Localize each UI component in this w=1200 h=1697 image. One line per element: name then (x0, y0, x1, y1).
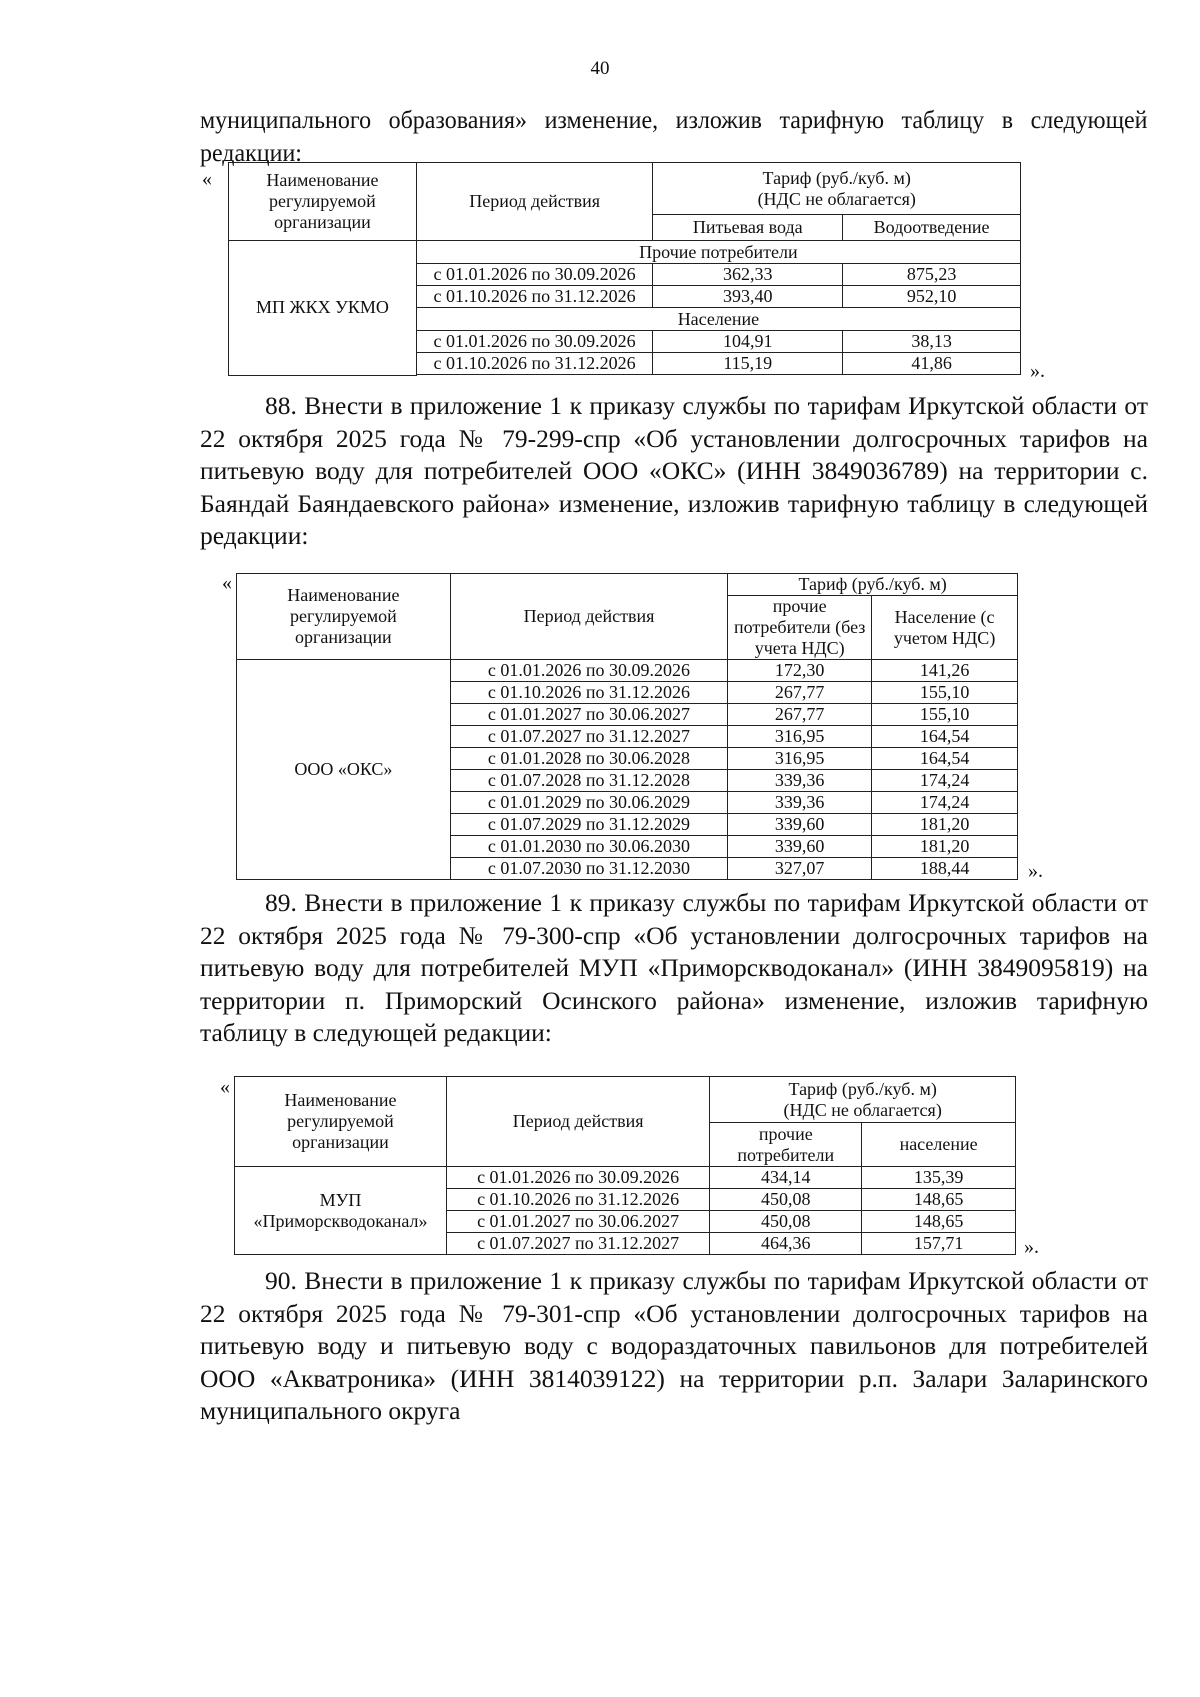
value-cell: 181,20 (872, 836, 1018, 858)
value-cell: 135,39 (862, 1167, 1016, 1189)
header-col1: Питьевая вода (653, 215, 843, 241)
period-cell: с 01.10.2026 по 31.12.2026 (416, 286, 653, 308)
value-cell: 181,20 (872, 814, 1018, 836)
period-cell: с 01.01.2029 по 30.06.2029 (450, 792, 727, 814)
value-cell: 267,77 (728, 704, 872, 726)
close-quote: ». (1024, 1236, 1039, 1258)
paragraph-89: 89. Внести в приложение 1 к приказу службы по тарифам Иркутской области от 22 октября 2025 года № 79-300-спр «Об установлении долгосрочных тарифов на питьевую воду для потребителей МУП «Приморскводоканал» (ИНН 3849095819) на территории п. Приморский Осинского района» изменение, изложив тарифную таблицу в следующей редакции: (200, 888, 1148, 1047)
period-cell: с 01.07.2029 по 31.12.2029 (450, 814, 727, 836)
period-cell: с 01.01.2026 по 30.09.2026 (416, 331, 653, 353)
period-cell: с 01.07.2028 по 31.12.2028 (450, 770, 727, 792)
org-name (235, 1167, 447, 1255)
group-title: Прочие потребители (416, 241, 1020, 264)
header-col2: Водоотведение (843, 215, 1021, 241)
header-tariff-note: (НДС не облагается) (783, 1099, 942, 1120)
table-row (235, 1167, 1016, 1189)
period-cell: с 01.07.2027 по 31.12.2027 (446, 1233, 709, 1255)
header-org: Наименование регулируемой организации (237, 574, 451, 660)
header-col1: прочие потребители (710, 1123, 862, 1167)
period-cell: с 01.10.2026 по 31.12.2026 (450, 682, 727, 704)
header-org: Наименование регулируемой организации (229, 163, 417, 241)
value-cell: 172,30 (728, 660, 872, 682)
org-name-line2: «Приморскводоканал» (253, 1210, 428, 1231)
period-cell: с 01.01.2026 по 30.09.2026 (450, 660, 727, 682)
header-tariff (710, 1077, 1016, 1123)
header-col1: прочие потребители (без учета НДС) (728, 596, 872, 660)
value-cell: 464,36 (710, 1233, 862, 1255)
header-tariff (653, 163, 1021, 215)
value-cell: 339,60 (728, 814, 872, 836)
value-cell: 434,14 (710, 1167, 862, 1189)
period-cell: с 01.01.2026 по 30.09.2026 (446, 1167, 709, 1189)
period-cell: с 01.01.2028 по 30.06.2028 (450, 748, 727, 770)
paragraph-88: 88. Внести в приложение 1 к приказу службы по тарифам Иркутской области от 22 октября 2025 года № 79-299-спр «Об установлении долгосрочных тарифов на питьевую воду для потребителей ООО «ОКС» (ИНН 3849036789) на территории с. Баяндай Баяндаевского района» изменение, изложив тарифную таблицу в следующей редакции: (200, 391, 1148, 550)
value-cell: 155,10 (872, 704, 1018, 726)
period-cell: с 01.01.2030 по 30.06.2030 (450, 836, 727, 858)
value-cell: 104,91 (653, 331, 843, 353)
header-tariff-title: Тариф (руб./куб. м) (762, 167, 911, 188)
value-cell: 174,24 (872, 770, 1018, 792)
intro-paragraph: муниципального образования» изменение, изложив тарифную таблицу в следующей редакции: (200, 105, 1148, 167)
org-name-line1: МУП (319, 1189, 362, 1210)
close-quote: ». (1030, 360, 1045, 382)
period-cell: с 01.10.2026 по 31.12.2026 (446, 1189, 709, 1211)
value-cell: 38,13 (843, 331, 1021, 353)
value-cell: 155,10 (872, 682, 1018, 704)
tariff-table-ukmo (228, 162, 1021, 376)
tariff-table-primorskvodokanal (234, 1076, 1016, 1255)
period-cell: с 01.07.2027 по 31.12.2027 (450, 726, 727, 748)
header-period: Период действия (450, 574, 727, 660)
header-tariff: Тариф (руб./куб. м) (728, 574, 1018, 596)
page-number: 40 (590, 58, 610, 79)
value-cell: 267,77 (728, 682, 872, 704)
header-period: Период действия (446, 1077, 709, 1167)
value-cell: 148,65 (862, 1211, 1016, 1233)
value-cell: 115,19 (653, 353, 843, 375)
header-period: Период действия (416, 163, 653, 241)
value-cell: 148,65 (862, 1189, 1016, 1211)
header-col2: население (862, 1123, 1016, 1167)
value-cell: 339,60 (728, 836, 872, 858)
table-row (237, 660, 1018, 682)
tariff-table-oks (236, 573, 1018, 880)
period-cell: с 01.01.2027 по 30.06.2027 (450, 704, 727, 726)
value-cell: 339,36 (728, 792, 872, 814)
org-name: ООО «ОКС» (237, 660, 451, 880)
value-cell: 174,24 (872, 792, 1018, 814)
value-cell: 450,08 (710, 1189, 862, 1211)
header-tariff-title: Тариф (руб./куб. м) (788, 1078, 937, 1099)
value-cell: 41,86 (843, 353, 1021, 375)
header-col2: Население (с учетом НДС) (872, 596, 1018, 660)
open-quote: « (202, 168, 212, 190)
period-cell: с 01.01.2027 по 30.06.2027 (446, 1211, 709, 1233)
close-quote: ». (1028, 860, 1043, 882)
period-cell: с 01.10.2026 по 31.12.2026 (416, 353, 653, 375)
value-cell: 875,23 (843, 264, 1021, 286)
value-cell: 362,33 (653, 264, 843, 286)
value-cell: 188,44 (872, 858, 1018, 880)
period-cell: с 01.07.2030 по 31.12.2030 (450, 858, 727, 880)
paragraph-90: 90. Внести в приложение 1 к приказу службы по тарифам Иркутской области от 22 октября 2025 года № 79-301-спр «Об установлении долгосрочных тарифов на питьевую воду и питьевую воду с водораздаточных павильонов для потребителей ООО «Акватроника» (ИНН 3814039122) на территории р.п. Залари Заларинского муниципального округа (200, 1266, 1148, 1425)
value-cell: 952,10 (843, 286, 1021, 308)
value-cell: 164,54 (872, 748, 1018, 770)
value-cell: 327,07 (728, 858, 872, 880)
value-cell: 450,08 (710, 1211, 862, 1233)
open-quote: « (222, 572, 232, 594)
header-tariff-note: (НДС не облагается) (757, 188, 916, 209)
org-name: МП ЖКХ УКМО (229, 241, 417, 376)
group-title: Население (416, 308, 1020, 331)
value-cell: 393,40 (653, 286, 843, 308)
value-cell: 339,36 (728, 770, 872, 792)
period-cell: с 01.01.2026 по 30.09.2026 (416, 264, 653, 286)
value-cell: 141,26 (872, 660, 1018, 682)
value-cell: 157,71 (862, 1233, 1016, 1255)
value-cell: 316,95 (728, 748, 872, 770)
header-org: Наименование регулируемой организации (235, 1077, 447, 1167)
value-cell: 164,54 (872, 726, 1018, 748)
open-quote: « (220, 1076, 230, 1098)
value-cell: 316,95 (728, 726, 872, 748)
